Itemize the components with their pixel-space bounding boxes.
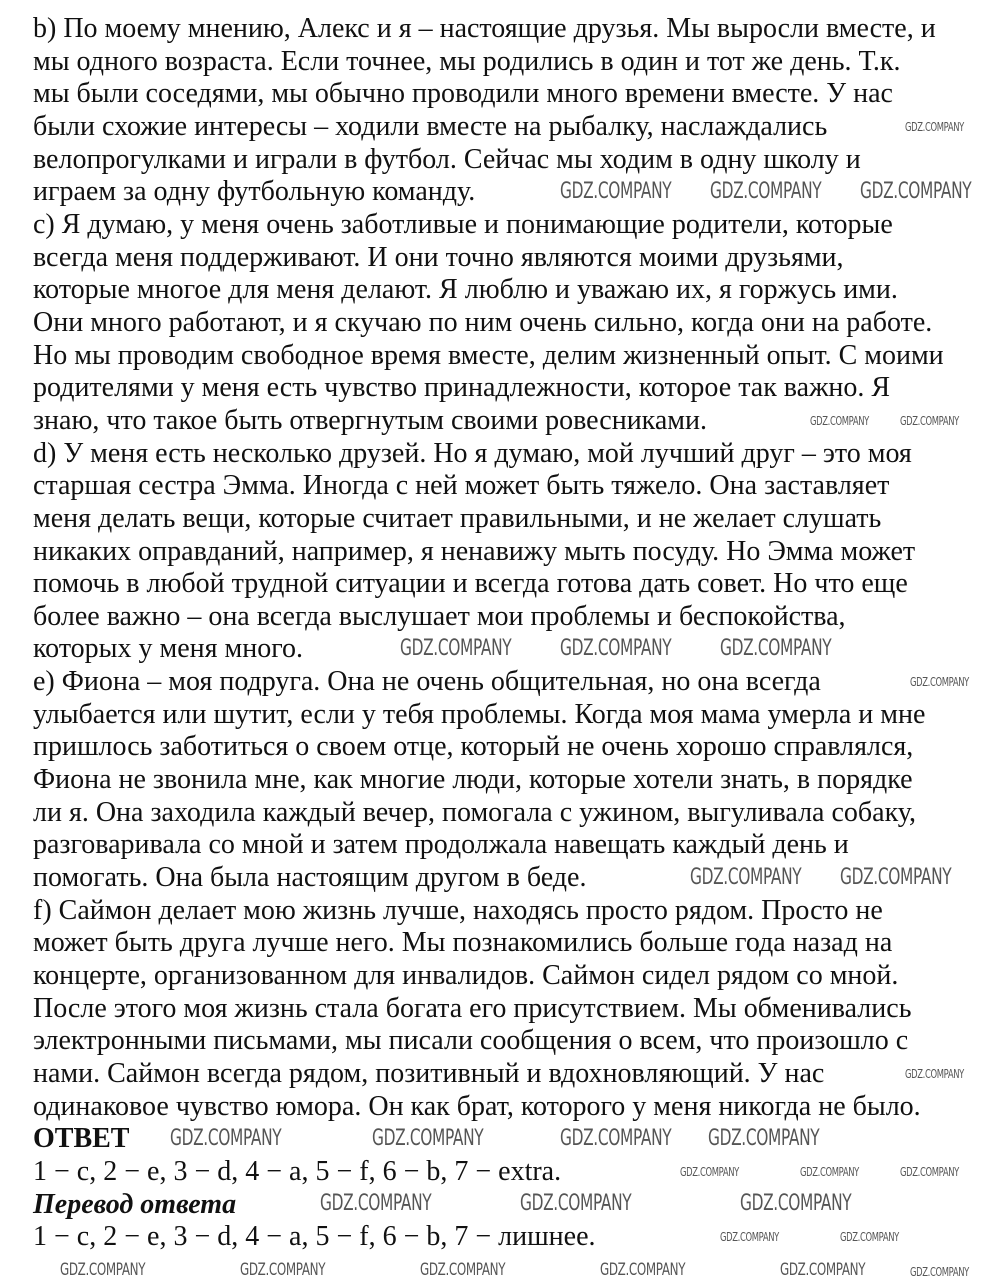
- watermark: GDZ.COMPANY: [720, 636, 832, 661]
- translation-text: 1 − c, 2 − e, 3 − d, 4 − a, 5 − f, 6 − b, 7 − лишнее.: [33, 1221, 596, 1253]
- paragraph-line: Но мы проводим свободное время вместе, делим жизненный опыт. С моими: [33, 339, 944, 371]
- watermark: GDZ.COMPANY: [905, 120, 964, 134]
- paragraph-line: пришлось заботиться о своем отце, который не очень хорошо справлялся,: [33, 731, 914, 763]
- watermark: GDZ.COMPANY: [910, 1265, 969, 1279]
- watermark: GDZ.COMPANY: [840, 1230, 899, 1244]
- paragraph-line: Они много работают, и я скучаю по ним очень сильно, когда они на работе.: [33, 306, 933, 338]
- watermark: GDZ.COMPANY: [170, 1126, 282, 1151]
- paragraph-line: может быть друга лучше него. Мы познакомились больше года назад на: [33, 927, 893, 959]
- watermark: GDZ.COMPANY: [690, 865, 802, 890]
- watermark: GDZ.COMPANY: [60, 1260, 146, 1280]
- paragraph-line: велопрогулками и играли в футбол. Сейчас мы ходим в одну школу и: [33, 143, 861, 175]
- paragraph-line: улыбается или шутит, если у тебя проблемы. Когда моя мама умерла и мне: [33, 698, 926, 730]
- paragraph-line: помогать. Она была настоящим другом в беде.: [33, 862, 587, 894]
- watermark: GDZ.COMPANY: [560, 179, 672, 204]
- paragraph-line: b) По моему мнению, Алекс и я – настоящие друзья. Мы выросли вместе, и: [33, 13, 936, 44]
- watermark: GDZ.COMPANY: [708, 1126, 820, 1151]
- watermark: GDZ.COMPANY: [810, 414, 869, 428]
- watermark: GDZ.COMPANY: [600, 1260, 686, 1280]
- watermark: GDZ.COMPANY: [710, 179, 822, 204]
- watermark: GDZ.COMPANY: [520, 1191, 632, 1216]
- watermark: GDZ.COMPANY: [740, 1191, 852, 1216]
- paragraph-line: меня делать вещи, которые считает правильными, и не желает слушать: [33, 502, 882, 534]
- answer-text: 1 − c, 2 − e, 3 − d, 4 − a, 5 − f, 6 − b, 7 − extra.: [33, 1155, 562, 1187]
- paragraph-line: нами. Саймон всегда рядом, позитивный и вдохновляющий. У нас: [33, 1058, 825, 1089]
- paragraph-line: e) Фиона – моя подруга. Она не очень общительная, но она всегда: [33, 666, 821, 698]
- paragraph-line: мы одного возраста. Если точнее, мы родились в один и тот же день. Т.к.: [33, 45, 901, 77]
- watermark: GDZ.COMPANY: [560, 1126, 672, 1151]
- answer-heading: ОТВЕТ: [33, 1123, 130, 1155]
- translation-heading: Перевод ответа: [33, 1188, 237, 1220]
- watermark: GDZ.COMPANY: [320, 1191, 432, 1216]
- paragraph-line: более важно – она всегда выслушает мои проблемы и беспокойства,: [33, 600, 846, 632]
- watermark: GDZ.COMPANY: [560, 636, 672, 661]
- paragraph-line: старшая сестра Эмма. Иногда с ней может быть тяжело. Она заставляет: [33, 470, 890, 502]
- paragraph-line: c) Я думаю, у меня очень заботливые и понимающие родители, которые: [33, 208, 893, 240]
- paragraph-line: которых у меня много.: [33, 633, 303, 665]
- watermark: GDZ.COMPANY: [900, 1165, 959, 1179]
- paragraph-line: знаю, что такое быть отвергнутым своими ровесниками.: [33, 404, 707, 436]
- paragraph-line: концерте, организованном для инвалидов. Саймон сидел рядом со мной.: [33, 960, 899, 992]
- watermark: GDZ.COMPANY: [420, 1260, 506, 1280]
- paragraph-line: были схожие интересы – ходили вместе на рыбалку, наслаждались: [33, 110, 828, 142]
- paragraph-line: электронными письмами, мы писали сообщения о всем, что произошло с: [33, 1025, 909, 1057]
- watermark: GDZ.COMPANY: [800, 1165, 859, 1179]
- watermark: GDZ.COMPANY: [910, 675, 969, 689]
- watermark: GDZ.COMPANY: [780, 1260, 866, 1280]
- paragraph-line: f) Саймон делает мою жизнь лучше, находясь просто рядом. Просто не: [33, 894, 883, 926]
- paragraph-line: Фиона не звонила мне, как многие люди, которые хотели знать, в порядке: [33, 764, 913, 796]
- paragraph-line: играем за одну футбольную команду.: [33, 176, 476, 208]
- paragraph-line: разговаривала со мной и затем продолжала навещать каждый день и: [33, 829, 849, 861]
- watermark: GDZ.COMPANY: [905, 1067, 964, 1081]
- paragraph-line: мы были соседями, мы обычно проводили много времени вместе. У нас: [33, 78, 893, 110]
- paragraph-line: никаких оправданий, например, я ненавижу мыть посуду. Но Эмма может: [33, 535, 916, 567]
- paragraph-line: помочь в любой трудной ситуации и всегда готова дать совет. Но что еще: [33, 568, 908, 600]
- paragraph-line: d) У меня есть несколько друзей. Но я думаю, мой лучший друг – это моя: [33, 437, 912, 469]
- watermark: GDZ.COMPANY: [400, 636, 512, 661]
- watermark: GDZ.COMPANY: [372, 1126, 484, 1151]
- paragraph-line: которые многое для меня делают. Я люблю и уважаю их, я горжусь ими.: [33, 274, 898, 306]
- watermark: GDZ.COMPANY: [840, 865, 952, 890]
- watermark: GDZ.COMPANY: [240, 1260, 326, 1280]
- paragraph-line: всегда меня поддерживают. И они точно являются моими друзьями,: [33, 241, 844, 273]
- watermark: GDZ.COMPANY: [900, 414, 959, 428]
- watermark: GDZ.COMPANY: [720, 1230, 779, 1244]
- paragraph-line: одинаковое чувство юмора. Он как брат, которого у меня никогда не было.: [33, 1090, 921, 1122]
- watermark: GDZ.COMPANY: [860, 179, 972, 204]
- paragraph-line: После этого моя жизнь стала богата его присутствием. Мы обменивались: [33, 992, 912, 1024]
- paragraph-line: ли я. Она заходила каждый вечер, помогала с ужином, выгуливала собаку,: [33, 796, 916, 828]
- watermark: GDZ.COMPANY: [680, 1165, 739, 1179]
- paragraph-line: родителями у меня есть чувство принадлежности, которое так важно. Я: [33, 372, 891, 404]
